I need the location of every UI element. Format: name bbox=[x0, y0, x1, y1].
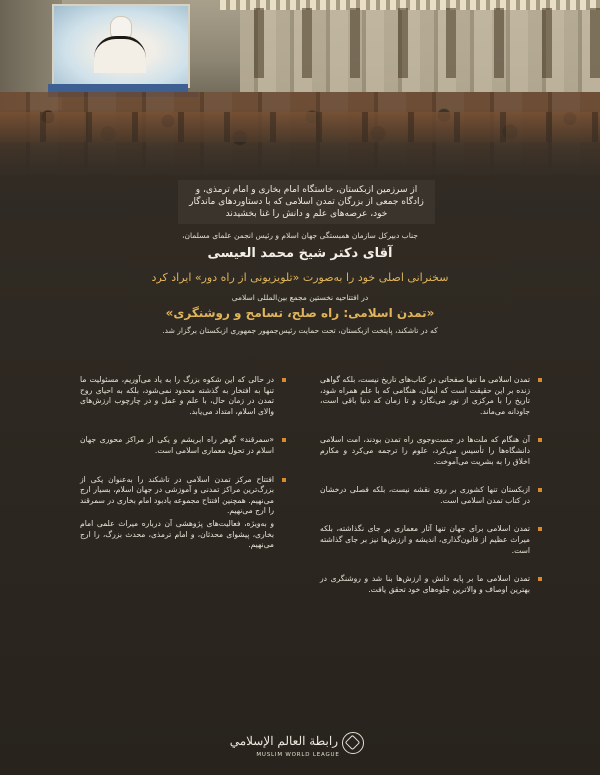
intro-box: از سرزمین ازبکستان، خاستگاه امام بخاری و امام ترمذی، و زادگاه جمعی از بزرگان تمدن اسلامی که با دستاوردهای ماندگار خود، عرصه‌های علم و دانش را غنا بخشیدند bbox=[178, 180, 435, 224]
list-item: تمدن اسلامی برای جهان تنها آثار معماری بر جای نگذاشته، بلکه میراث عظیم از قانون‌گذاری، اندیشه و ارزش‌ها نیز بر جای گذاشته است. bbox=[320, 524, 542, 556]
forum-line: در افتتاحیه نخستین مجمع بین‌المللی اسلامی bbox=[231, 293, 369, 302]
forum-title: «تمدن اسلامی: راه صلح، تسامح و روشنگری» bbox=[165, 306, 435, 320]
bullet-icon bbox=[538, 378, 542, 382]
speaker-figure bbox=[90, 16, 150, 70]
bullet-icon bbox=[538, 527, 542, 531]
list-item: در حالی که این شکوه بزرگ را به یاد می‌آوریم، مسئولیت ما تنها به افتخار به گذشته محدود نمی‌شود، بلکه به احیای روح تمدن در زمان حال، با علم و عمل و در چارچوب ارزش‌های والای اسلام، امتداد می‌یابد. bbox=[80, 375, 286, 417]
conference-hall-photo bbox=[0, 0, 600, 175]
list-item: افتتاح مرکز تمدن اسلامی در تاشکند را به‌عنوان یکی از بزرگ‌ترین مراکز تمدنی و آموزشی در جهان اسلام، بسیار ارج می‌نهیم. همچنین افتتاح مجموعه یادبود امام بخاری در سمرقند را ارج می‌نهیم. bbox=[80, 475, 286, 517]
bullet-icon bbox=[282, 438, 286, 442]
bullet-icon bbox=[282, 478, 286, 482]
speaker-title: جناب دبیرکل سازمان همبستگی جهان اسلام و رئیس انجمن علمای مسلمان، bbox=[182, 231, 418, 240]
list-item: ازبکستان تنها کشوری بر روی نقشه نیست، بلکه فصلی درخشان در کتاب تمدن اسلامی است. bbox=[320, 485, 542, 506]
list-item: تمدن اسلامی ما بر پایه دانش و ارزش‌ها بنا شد و روشنگری در بهترین اوصاف و والاترین جلوه‌های خود تحقق یافت. bbox=[320, 574, 542, 595]
mwl-emblem-icon bbox=[342, 732, 364, 754]
speaker-name: آقای دکتر شیخ محمد العیسی bbox=[207, 246, 393, 261]
photo-fade bbox=[0, 110, 600, 175]
bullet-icon bbox=[538, 438, 542, 442]
mwl-logo bbox=[220, 730, 370, 770]
video-screen bbox=[52, 4, 190, 88]
speech-line: سخنرانی اصلی خود را به‌صورت «تلویزیونی از راه دور» ایراد کرد bbox=[151, 271, 449, 284]
logo-arabic-text: رابطة العالم الإسلامي bbox=[229, 734, 338, 748]
forum-note: که در تاشکند، پایتخت ازبکستان، تحت حمایت رئیس‌جمهور جمهوری ازبکستان برگزار شد. bbox=[162, 326, 438, 335]
stage-banner bbox=[48, 84, 188, 92]
list-item: آن هنگام که ملت‌ها در جست‌وجوی راه تمدن بودند، امت اسلامی دانشگاه‌ها را تأسیس می‌کرد، علوم را ترجمه می‌کرد و مکارم اخلاق را به بشریت می‌آموخت. bbox=[320, 435, 542, 467]
list-item: تمدن اسلامی ما تنها صفحاتی در کتاب‌های تاریخ نیست، بلکه گواهی زنده بر این حقیقت است که ایمان، هنگامی که با علم همراه شود، تاریخ را با مرکزی از نور می‌نگارد و تا زمان که دنیا باقی است، جاودانه می‌ماند. bbox=[320, 375, 542, 417]
bullet-icon bbox=[538, 577, 542, 581]
logo-english-text: MUSLIM WORLD LEAGUE bbox=[256, 752, 340, 758]
list-item-continuation: و به‌ویژه، فعالیت‌های پژوهشی آن درباره میراث علمی امام بخاری، پیشوای محدثان، و امام ترمذی، محدث بزرگ، را ارج می‌نهیم. bbox=[80, 518, 274, 550]
left-column bbox=[80, 375, 286, 569]
list-item: «سمرقند» گوهر راه ابریشم و یکی از مراکز محوری جهان اسلام در تحول معماری اسلامی است. bbox=[80, 435, 286, 456]
bullet-icon bbox=[282, 378, 286, 382]
hall-arches bbox=[230, 8, 600, 78]
bullet-icon bbox=[538, 488, 542, 492]
right-column bbox=[320, 375, 542, 613]
